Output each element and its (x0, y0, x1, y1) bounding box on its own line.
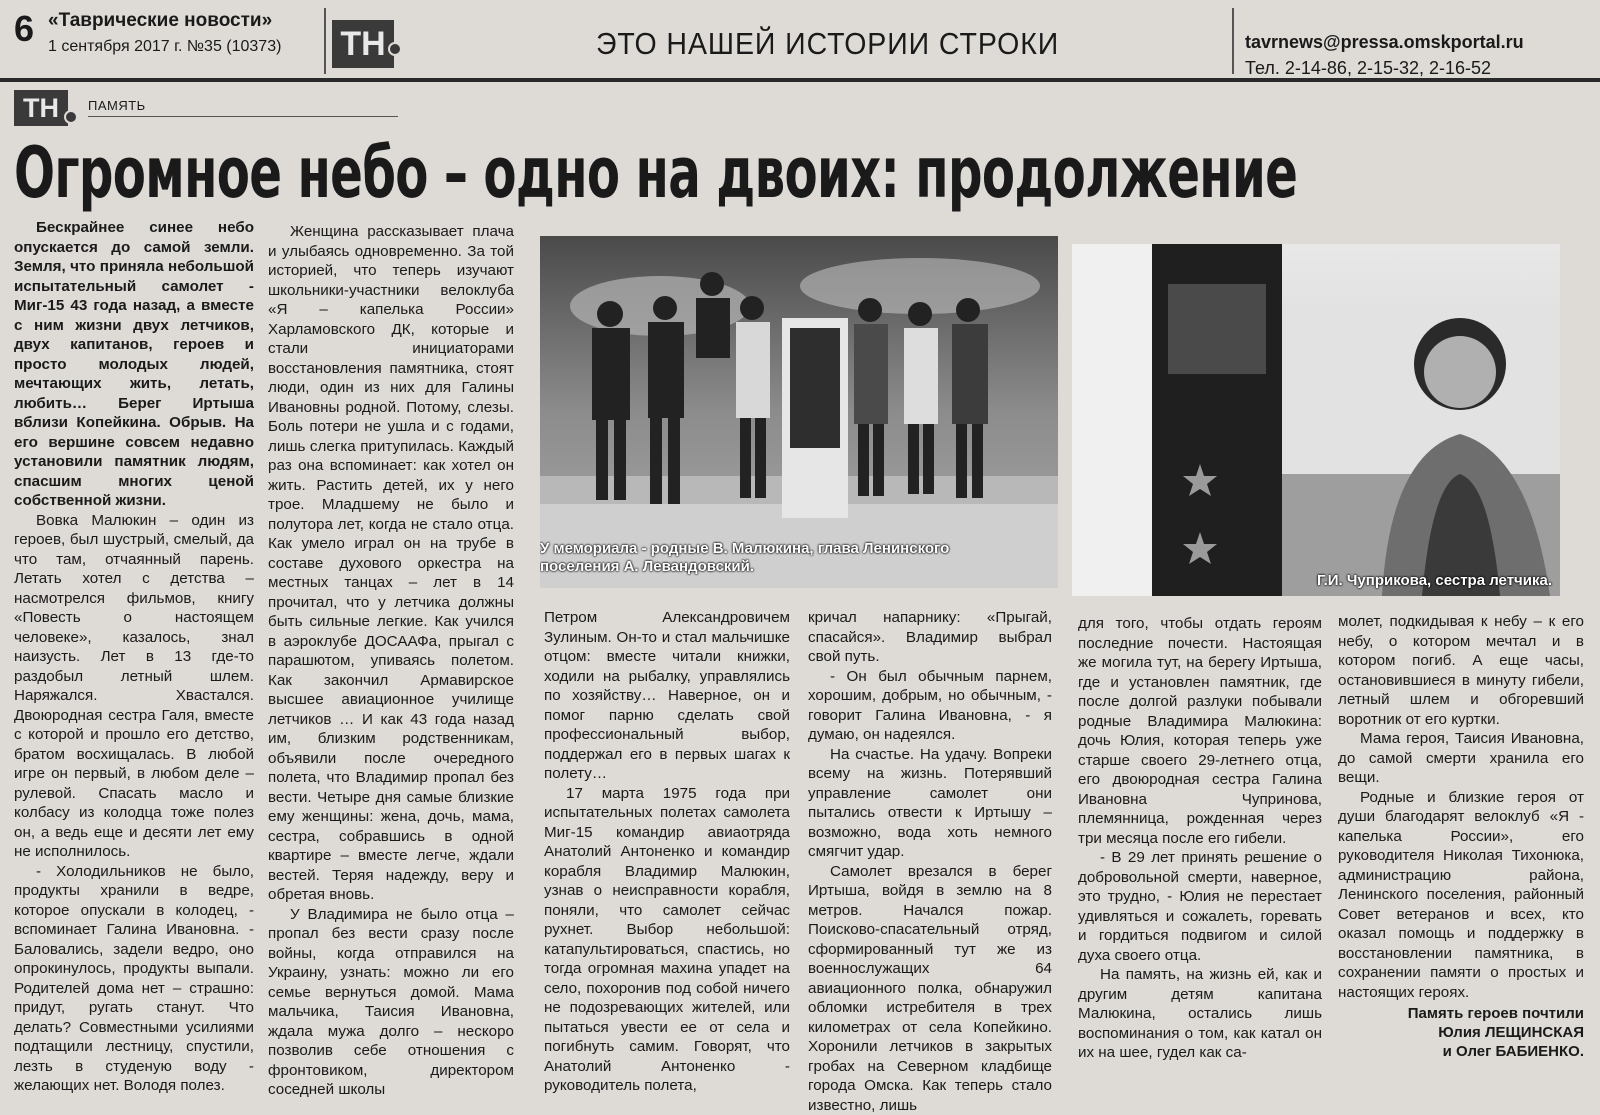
author-name: Юлия ЛЕЩИНСКАЯ (1338, 1023, 1584, 1042)
article-column-4 (808, 608, 1052, 1115)
newspaper-name: «Таврические новости» (48, 10, 272, 32)
article-column-3 (544, 608, 790, 1096)
page-number: 6 (14, 8, 34, 50)
section-title: ЭТО НАШЕЙ ИСТОРИИ СТРОКИ (596, 26, 1059, 62)
rubric-label: ПАМЯТЬ (88, 98, 146, 113)
rubric-logo: ТН (14, 90, 68, 126)
paragraph: - Он был обычным парнем, хорошим, добрым, но обычным, - говорит Галина Ивановна, - я думаю, он надеялся. (808, 667, 1052, 745)
paragraph: Женщина рассказывает плача и улыбаясь одновременно. За той историей, что теперь изучают школьники-участники велоклуба «Я – капелька России» Харламовского ДК, которые и стали инициаторами восстановления памятника, стоят люди, один из них для Галины Ивановны родной. Потому, слезы. Боль потери не ушла и с годами, лишь слегка притупилась. Каждый раз она вспоминает: как хотел он жить. Растить детей, их у него трое. Младшему не было и полутора лет, когда не стало отца. Как умело играл он на трубе в составе духового оркестра на местных танцах – лет в 14 прочитал, что у летчика должны быть сильные легкие. Как учился в аэроклубе ДОСААФа, прыгал с парашютом, упиваясь полетом. Как закончил Армавирское высшее авиационное училище летчиков … И как 43 года назад им, близким родственникам, объявили после очередного полета, что Владимир пропал без вести. Четыре дня самые близкие ему женщины: жена, дочь, мама, сестра, собравшись в одной квартире – вместе легче, ждали вестей. Теряя надежду, веру и обретая вновь. (268, 222, 514, 905)
paragraph: На память, на жизнь ей, как и другим детям капитана Малюкина, остались лишь воспоминания о том, как катал он их на шее, гудел как са- (1078, 965, 1322, 1063)
newspaper-logo: ТН (332, 20, 394, 68)
issue-date: 1 сентября 2017 г. №35 (10373) (48, 38, 281, 56)
rubric-rule (88, 116, 398, 117)
paragraph: На счастье. На удачу. Вопреки всему на жизнь. Потерявший управление самолет они пытались отвести к Иртышу – возможно, вода хоть немного смягчит удар. (808, 745, 1052, 862)
memorial-group-image (540, 236, 1058, 588)
contact-email: tavrnews@pressa.omskportal.ru (1245, 32, 1524, 53)
paragraph: кричал напарнику: «Прыгай, спасайся». Владимир выбрал свой путь. (808, 608, 1052, 667)
paragraph: Самолет врезался в берег Иртыша, войдя в землю на 8 метров. Начался пожар. Поисково-спасательный отряд, сформированный тут же из военнослужащих 64 авиационного полка, обнаружил обломки истребителя в трех километрах от села Копейкино. Хоронили летчиков в закрытых гробах на Северном кладбище города Омска. Как теперь стало известно, лишь (808, 862, 1052, 1115)
author-name: и Олег БАБИЕНКО. (1338, 1042, 1584, 1061)
header-divider (324, 8, 326, 74)
header-rule (0, 78, 1600, 82)
paragraph: Мама героя, Таисия Ивановна, до самой смерти хранила его вещи. (1338, 729, 1584, 788)
contact-phones: Тел. 2-14-86, 2-15-32, 2-16-52 (1245, 58, 1491, 79)
sister-portrait-image (1072, 244, 1560, 596)
logo-dot (388, 42, 402, 56)
paragraph: молет, подкидывая к небу – к его небу, о котором мечтал и в котором погиб. А еще часы, остановившиеся в минуту гибели, летный шлем и обгоревший воротник от его куртки. (1338, 612, 1584, 729)
author-signoff (1338, 1004, 1584, 1061)
paragraph: для того, чтобы отдать героям последние почести. Настоящая же могила тут, на берегу Иртыша, где и установлен памятник, где после долгой разлуки побывали родные Владимира Малюкина: дочь Юлия, которая теперь уже старше своего 29-летнего отца, его двоюродная сестра Галина Ивановна Чупринова, племянница, рожденная через три месяца после его гибели. (1078, 614, 1322, 848)
signoff-line: Память героев почтили (1338, 1004, 1584, 1023)
paragraph: - Холодильников не было, продукты хранили в ведре, которое опускали в колодец, - вспоминает Галина Ивановна. - Баловались, задели ведро, оно опрокинулось, продукты выпали. Родителей дома нет – страшно: придут, ругать станут. Что делать? Совместными усилиями подтащили лестницу, спустили, лезть в студеную воду - желающих нет. Володя полез. (14, 862, 254, 1096)
photo-caption-left: У мемориала - родные В. Малюкина, глава Ленинского поселения А. Левандовский. (540, 540, 1020, 576)
article-column-6 (1338, 612, 1584, 1002)
article-column-1 (14, 218, 254, 1096)
article-column-2 (268, 222, 514, 1100)
paragraph: 17 марта 1975 года при испытательных полетах самолета Миг-15 командир авиаотряда Анатолий Антоненко и командир корабля Владимир Малюкин, узнав о неисправности корабля, поняли, что самолет сейчас рухнет. Выбор небольшой: катапультироваться, спастись, но тогда огромная махина упадет на село, похоронив под собой ничего не подозревающих жителей, или пытаться увести ее от села и погибнуть самим. Говорят, что Анатолий Антоненко - руководитель полета, (544, 784, 790, 1096)
article-column-5 (1078, 614, 1322, 1063)
article-lead: Бескрайнее синее небо опускается до самой земли. Земля, что приняла небольшой испытательный самолет - Миг-15 43 года назад, а вместе с ним жизни двух летчиков, двух капитанов, героев и просто молодых людей, мечтающих жить, летать, любить… Берег Иртыша вблизи Копейкина. Обрыв. На его вершине совсем недавно установили памятник людям, спасшим многих ценой собственной жизни. (14, 218, 254, 511)
paragraph: - В 29 лет принять решение о добровольной смерти, наверное, это трудно, - Юлия не перестает удивляться и сожалеть, горевать и гордиться подвигом и силой духа своего отца. (1078, 848, 1322, 965)
sister-portrait-photo (1072, 244, 1560, 596)
paragraph: Петром Александровичем Зулиным. Он-то и стал мальчишке отцом: вместе читали книжки, ходили на рыбалку, управлялись по хозяйству… Наверное, он и помог парню сделать свой профессиональный выбор, поддержал его в первых шагах к полету… (544, 608, 790, 784)
paragraph: У Владимира не было отца – пропал без вести сразу после войны, когда отправился на Украину, узнать: можно ли его семье вернуться домой. Мама мальчика, Таисия Ивановна, ждала мужа долго – нескоро позволив себе отношения с фронтовиком, директором соседней школы (268, 905, 514, 1100)
memorial-group-photo (540, 236, 1058, 588)
photo-caption-right: Г.И. Чуприкова, сестра летчика. (1274, 572, 1560, 590)
article-headline: Огромное небо – одно на двоих: продолжение (14, 132, 1118, 214)
header-divider (1232, 8, 1234, 74)
rubric-logo-dot (64, 110, 78, 124)
paragraph: Родные и близкие героя от души благодарят велоклуб «Я - капелька России», его руководителя Николая Тихонюка, администрацию района, Ленинского поселения, районный Совет ветеранов и всех, кто оказал помощь и поддержку в восстановлении памятника, в сохранении памяти о простых и настоящих героях. (1338, 788, 1584, 1003)
paragraph: Вовка Малюкин – один из героев, был шустрый, смелый, да что там, отчаянный парень. Летать хотел с детства – насмотрелся фильмов, книгу «Повесть о настоящем человеке», казалось, знал наизусть. Лет в 13 где-то раздобыл летный шлем. Наряжался. Хвастался. Двоюродная сестра Галя, вместе с которой и прошло его детство, братом восхищалась. В любой игре он первый, в любом деле – рулевой. Спасать масло и колбасу из колодца тоже полез он, а ведь еще и десяти лет ему не исполнилось. (14, 511, 254, 862)
